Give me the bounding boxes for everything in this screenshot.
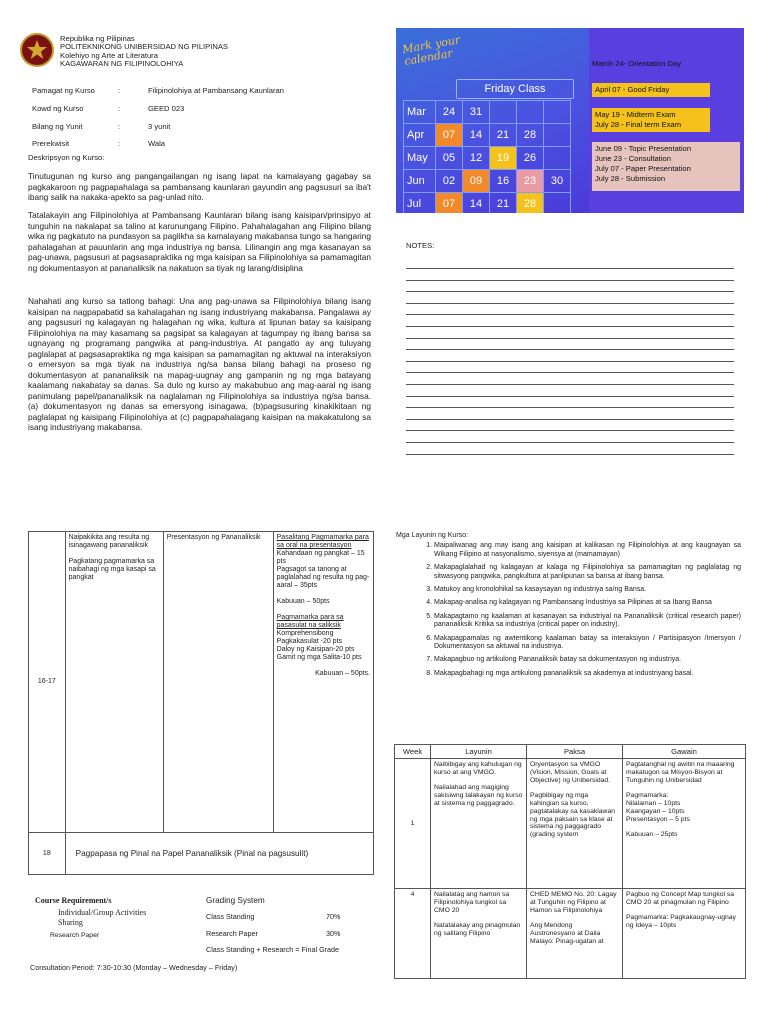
gawain-cell: Pagtatanghal ng awitin na maaaring makatugon sa Misyon-Bisyon at Tunguhin ng Unibersidad Pagmamarka: Nilalaman – 10pts Kaangayan – 10pts Presentasyon – 5 pts Kabuuan – 25pts	[623, 759, 746, 889]
grading-label: Research Paper	[206, 929, 258, 938]
calendar-month: Mar	[404, 101, 436, 124]
presentation-event: July 07 - Paper Presentation	[595, 164, 691, 173]
course-description-paragraph: Nahahati ang kurso sa tatlong bahagi: Una ang pag-unawa sa Filipinolohiya bilang isang kaisipan na nagpapabatid sa kahalagahan ng isang industriyang makabansa. Pangalawa ay ang pagsusuri ng kalagayan ng halagahan ng wika, kultura at lipunan batay sa kaisipang Filipinolohiya na may kasamang sa pagsipat sa kalagayan at tagumpay ng ibang bansa sa ugnayang ng programang pangwika at pang-industriya. At pangatlo ay ang tuluyang paglalapat at pagsasapraktika ng mga kaisipan sa pamamagitan ng aktuwal na interaksiyon o emersyon sa mga tiyak na industriya ng/sa bansa bilang bahagi na proseso ng dokumentasyon at pananaliksik na mapag-uugnay ang gampanin ng ng mga batayang kaalamang nakabatay sa danas. Sa dulo ng kurso ay makabubuo ang mag-aaral ng isang panimulang papel/pananaliksik na naglalaman ng Filipinolohiya sa industriya ng/sa bansa. (a) dokumentasyon ng danas sa emersyong isinagawa, (b)pagsusuring kinakikitaan ng paglalapat ng kaisipang Filipinolohiya at (c) pagpapahalagang kaisipan na makakatulong sa isang industriyang makabansa.	[28, 296, 371, 432]
objective-item: 2. Makapaglalahad ng kalagayan at kalaga ng Filipinolohiya sa pamamagitan ng paglalatag ng sitwasyong pangwika, pangkultura at panlipunan sa bansa at ibang bansa.	[434, 564, 741, 581]
course-objectives	[396, 532, 741, 683]
note-line	[406, 314, 734, 315]
course-description-paragraph: Tatalakayin ang Filipinolohiya at Pambansang Kaunlaran bilang isang kaisipan/prinsipyo at tunguhin na nakalapat sa talino at karunungang Filipino. Pahahalagahan ang Filipino bilang wika ng pagkatuto na pundasyon sa paglikha sa kamalayang makabansa tungo sa hangaring pahalagahan at pauunlarin ang mga industriya ng bansa. Lilinangin ang mga kasanayan sa pag-unawa, pagsusuri at pagsasapraktika ng mga kaisipan sa Filipinolohiya sa pamamagitan ng dokumentasyon at pananaliksik na nakatuon sa tiyak ng larang/disiplina	[28, 210, 371, 273]
rubric-heading: Pasalitang Pagmamarka para sa oral na presentasyon	[276, 534, 369, 549]
grading-value: 70%	[326, 912, 341, 921]
calendar-panel	[396, 28, 589, 213]
final-paper-cell: Pagpapasa ng Pinal na Papel Pananaliksik (Pinal na pagsusulit)	[65, 833, 373, 875]
objectives-list	[396, 542, 741, 678]
syllabus-table	[394, 744, 746, 979]
note-line	[406, 338, 734, 339]
course-info-row	[32, 86, 372, 96]
gawain-cell: Pagbuo ng Concept Map tungkol sa CMO 20 at pinagmulan ng Filipino Pagmamarka: Pagkakaugnay-ugnay ng Ideya – 10pts	[623, 889, 746, 979]
calendar-month: Jun	[404, 170, 436, 193]
calendar-row	[404, 147, 571, 170]
calendar-title: Friday Class	[456, 79, 574, 99]
note-line	[406, 291, 734, 292]
university-header	[60, 35, 228, 69]
week-cell: 4	[395, 889, 431, 979]
calendar-row	[404, 170, 571, 193]
info-sep: :	[118, 122, 121, 131]
note-line	[406, 407, 734, 408]
calendar-day	[544, 124, 571, 147]
paksa-cell: Oryentasyon sa VMGO (Vision, Mission, Goals at Objective) ng Unibersidad. Pagbibigay ng mga kahingian sa kurso, pagtatalakay sa kasaklawan ng mga paksain sa klase at sistema ng paggagrado (grading system	[527, 759, 623, 889]
calendar-day: 31	[463, 101, 490, 124]
objective-text: Pagkatang pagmamarka sa naibahagi ng mga kasapi sa pangkat	[68, 558, 156, 581]
course-info-row	[32, 104, 372, 114]
info-label: Prerekwisit	[32, 139, 70, 148]
calendar-month: May	[404, 147, 436, 170]
objectives-title: Mga Layunin ng Kurso:	[396, 532, 468, 539]
presentation-event: July 28 - Submission	[595, 174, 666, 183]
course-info-row	[32, 139, 372, 149]
calendar-day: 19	[490, 147, 517, 170]
requirement-item: Individual/Group Activities	[58, 908, 147, 917]
assessment-table	[28, 531, 374, 875]
note-line	[406, 419, 734, 420]
rubric-item: Komprehensibong Pagkakasulat -20 pts	[276, 630, 343, 645]
consultation-period: Consultation Period: 7:30-10:30 (Monday – Wednesday – Friday)	[30, 963, 238, 972]
calendar-day: 24	[436, 101, 463, 124]
column-header: Week	[395, 745, 431, 759]
rubric-item: Kahandaan ng pangkat – 15 pts	[276, 550, 365, 565]
rubric-heading: Pagmamarka para sa pasasulat na saliksik	[276, 614, 344, 629]
description-label: Deskripsyon ng Kurso:	[28, 153, 105, 162]
info-label: Kowd ng Kurso	[32, 104, 84, 113]
note-line	[406, 349, 734, 350]
calendar-script-title: Mark your calendar	[401, 33, 462, 68]
exam-event: July 28 - Final term Exam	[595, 120, 682, 129]
topic-cell: Presentasyon ng Pananaliksik	[163, 532, 273, 833]
info-value: Wala	[148, 139, 166, 148]
calendar-grid	[403, 100, 571, 213]
objective-item: 3. Matukoy ang kronolohikal sa kasaysayan ng industriya sa/ng Bansa.	[434, 586, 741, 594]
requirements-title: Course Requirement/s	[35, 896, 112, 905]
column-header: Gawain	[623, 745, 746, 759]
objective-item: 1. Maipaliwanag ang may isang ang kaisipan at kalikasan ng Filipinolohiya at ang kaugnayan sa Wikang Filipino at nasyonalismo, siyensya at (mamamayan)	[434, 542, 741, 559]
calendar-day: 07	[436, 193, 463, 214]
rubric-item: Kabuuan – 50pts	[276, 598, 330, 605]
exam-events	[592, 108, 710, 132]
calendar-day: 02	[436, 170, 463, 193]
calendar-month: Jul	[404, 193, 436, 214]
calendar-row	[404, 101, 571, 124]
info-sep: :	[118, 139, 121, 148]
header-line: Kolehiyo ng Arte at Literatura	[60, 50, 158, 60]
calendar-day: 14	[463, 193, 490, 214]
info-label: Pamagat ng Kurso	[32, 86, 95, 95]
calendar-day: 09	[463, 170, 490, 193]
note-line	[406, 396, 734, 397]
calendar-day: 21	[490, 124, 517, 147]
calendar-day: 28	[517, 124, 544, 147]
week-cell: 1	[395, 759, 431, 889]
column-header: Paksa	[527, 745, 623, 759]
calendar-day: 16	[490, 170, 517, 193]
note-line	[406, 280, 734, 281]
info-sep: :	[118, 104, 121, 113]
rubric-item: Gamit ng mga Salita-10 pts	[276, 654, 362, 661]
calendar-events-panel	[589, 28, 744, 213]
exam-event: May 19 - Midterm Exam	[595, 110, 676, 119]
calendar-day	[490, 101, 517, 124]
info-label: Bilang ng Yunit	[32, 122, 83, 131]
calendar-month: Apr	[404, 124, 436, 147]
rubric-cell	[273, 532, 373, 833]
week-cell: 16-17	[29, 532, 66, 833]
presentation-events	[592, 142, 740, 191]
calendar-day: 05	[436, 147, 463, 170]
course-info-row	[32, 122, 372, 132]
presentation-event: June 09 - Topic Presentation	[595, 144, 692, 153]
grading-value: 30%	[326, 929, 341, 938]
week-cell: 18	[29, 833, 66, 875]
objective-item: 4. Makapag-analisa ng kalagayan ng Pambansang Industriya sa Pilipinas at sa Ibang Bansa	[434, 599, 741, 607]
good-friday-event: April 07 - Good Friday	[592, 83, 710, 97]
notes-label: NOTES:	[406, 241, 435, 250]
calendar-day	[544, 101, 571, 124]
orientation-event: March 24- Orientation Day	[592, 59, 682, 68]
calendar-row	[404, 193, 571, 214]
course-description-paragraph: Tinutugunan ng kurso ang pangangailangan ng isang lapat na kamalayang gagabay sa pagkakaroon ng pagpapahalaga sa pambansang kaunlaran gayundin ang pagsusuri sa iba't ibang salik na nakaka-apekto sa pag-unlad nito.	[28, 171, 371, 202]
objective-item: 7. Makapagbuo ng artikulong Pananaliksik batay sa dokumentasyon ng industriya.	[434, 656, 741, 664]
note-line	[406, 454, 734, 455]
calendar-day	[544, 193, 571, 214]
objective-cell	[65, 532, 163, 833]
calendar-day	[517, 101, 544, 124]
info-value: GEED 023	[148, 104, 185, 113]
calendar-row	[404, 124, 571, 147]
calendar-day: 23	[517, 170, 544, 193]
layunin-cell: Nailalatag ang hamon sa Filipinolohiya tungkol sa CMO 20 Natatalakay ang pinagmulan ng salitang Filipino	[431, 889, 527, 979]
note-line	[406, 372, 734, 373]
calendar-day: 26	[517, 147, 544, 170]
objective-item: 5. Makapagtamo ng kaalaman at kasanayan sa industriyal na Pananaliksik (critical research paper) pananaliksik Kritika sa industriya (critical paper on industry).	[434, 613, 741, 630]
note-line	[406, 430, 734, 431]
paksa-cell: CHED MEMO No. 20: Lagay at Tunguhin ng Filipino at Hamon sa Filipinolohiya Ang Mendong Austronesyano at Daila Malayo: Pinag-ugatan at	[527, 889, 623, 979]
calendar-day	[544, 147, 571, 170]
objective-text: Naipakikita ang resulta ng isinagawang pananaliksik	[68, 534, 150, 549]
note-line	[406, 361, 734, 362]
calendar-day: 14	[463, 124, 490, 147]
note-line	[406, 326, 734, 327]
column-header: Layunin	[431, 745, 527, 759]
layunin-cell: Naibibigay ang kahulugan ng kurso at ang VMGO. Nailalahad ang magiging sakisiwng talakayan ng kurso at sistema ng paggagrado.	[431, 759, 527, 889]
info-value: 3 yunit	[148, 122, 171, 131]
presentation-event: June 23 - Consultation	[595, 154, 671, 163]
calendar-day: 28	[517, 193, 544, 214]
calendar-day: 12	[463, 147, 490, 170]
grading-label: Class Standing	[206, 912, 255, 921]
objective-item: 8. Makapagbahagi ng mga artikulong pananaliksik sa akademya at industriyang basal.	[434, 670, 741, 678]
requirement-item: Research Paper	[50, 932, 100, 939]
objective-item: 6. Makapagpamalas ng awtentikong kaalaman batay sa interaksiyon / Partisipasyon /Imersyon / Dokumentasyon sa aktuwal na industriya.	[434, 635, 741, 652]
rubric-total: Kabuuan – 50pts.	[315, 670, 370, 677]
rubric-item: Daloy ng Kaisipan-20 pts	[276, 646, 355, 653]
info-value: Filipinolohiya at Pambansang Kaunlaran	[148, 86, 284, 95]
info-sep: :	[118, 86, 121, 95]
calendar-day: 30	[544, 170, 571, 193]
university-seal-icon	[20, 33, 54, 67]
note-line	[406, 303, 734, 304]
requirement-item: Sharing	[58, 918, 83, 927]
calendar-card	[396, 28, 744, 213]
grading-title: Grading System	[206, 896, 265, 905]
calendar-day: 21	[490, 193, 517, 214]
header-line: POLITEKNIKONG UNIBERSIDAD NG PILIPINAS	[60, 42, 228, 52]
note-line	[406, 442, 734, 443]
grading-formula: Class Standing + Research = Final Grade	[206, 945, 340, 954]
calendar-day: 07	[436, 124, 463, 147]
header-line: KAGAWARAN NG FILIPINOLOHIYA	[60, 59, 184, 69]
header-line: Republika ng Pilipinas	[60, 34, 135, 43]
note-line	[406, 268, 734, 269]
rubric-item: Pagsagot sa tanong at paglalahad ng resulta ng pag-aaral – 35pts	[276, 566, 370, 589]
note-line	[406, 384, 734, 385]
